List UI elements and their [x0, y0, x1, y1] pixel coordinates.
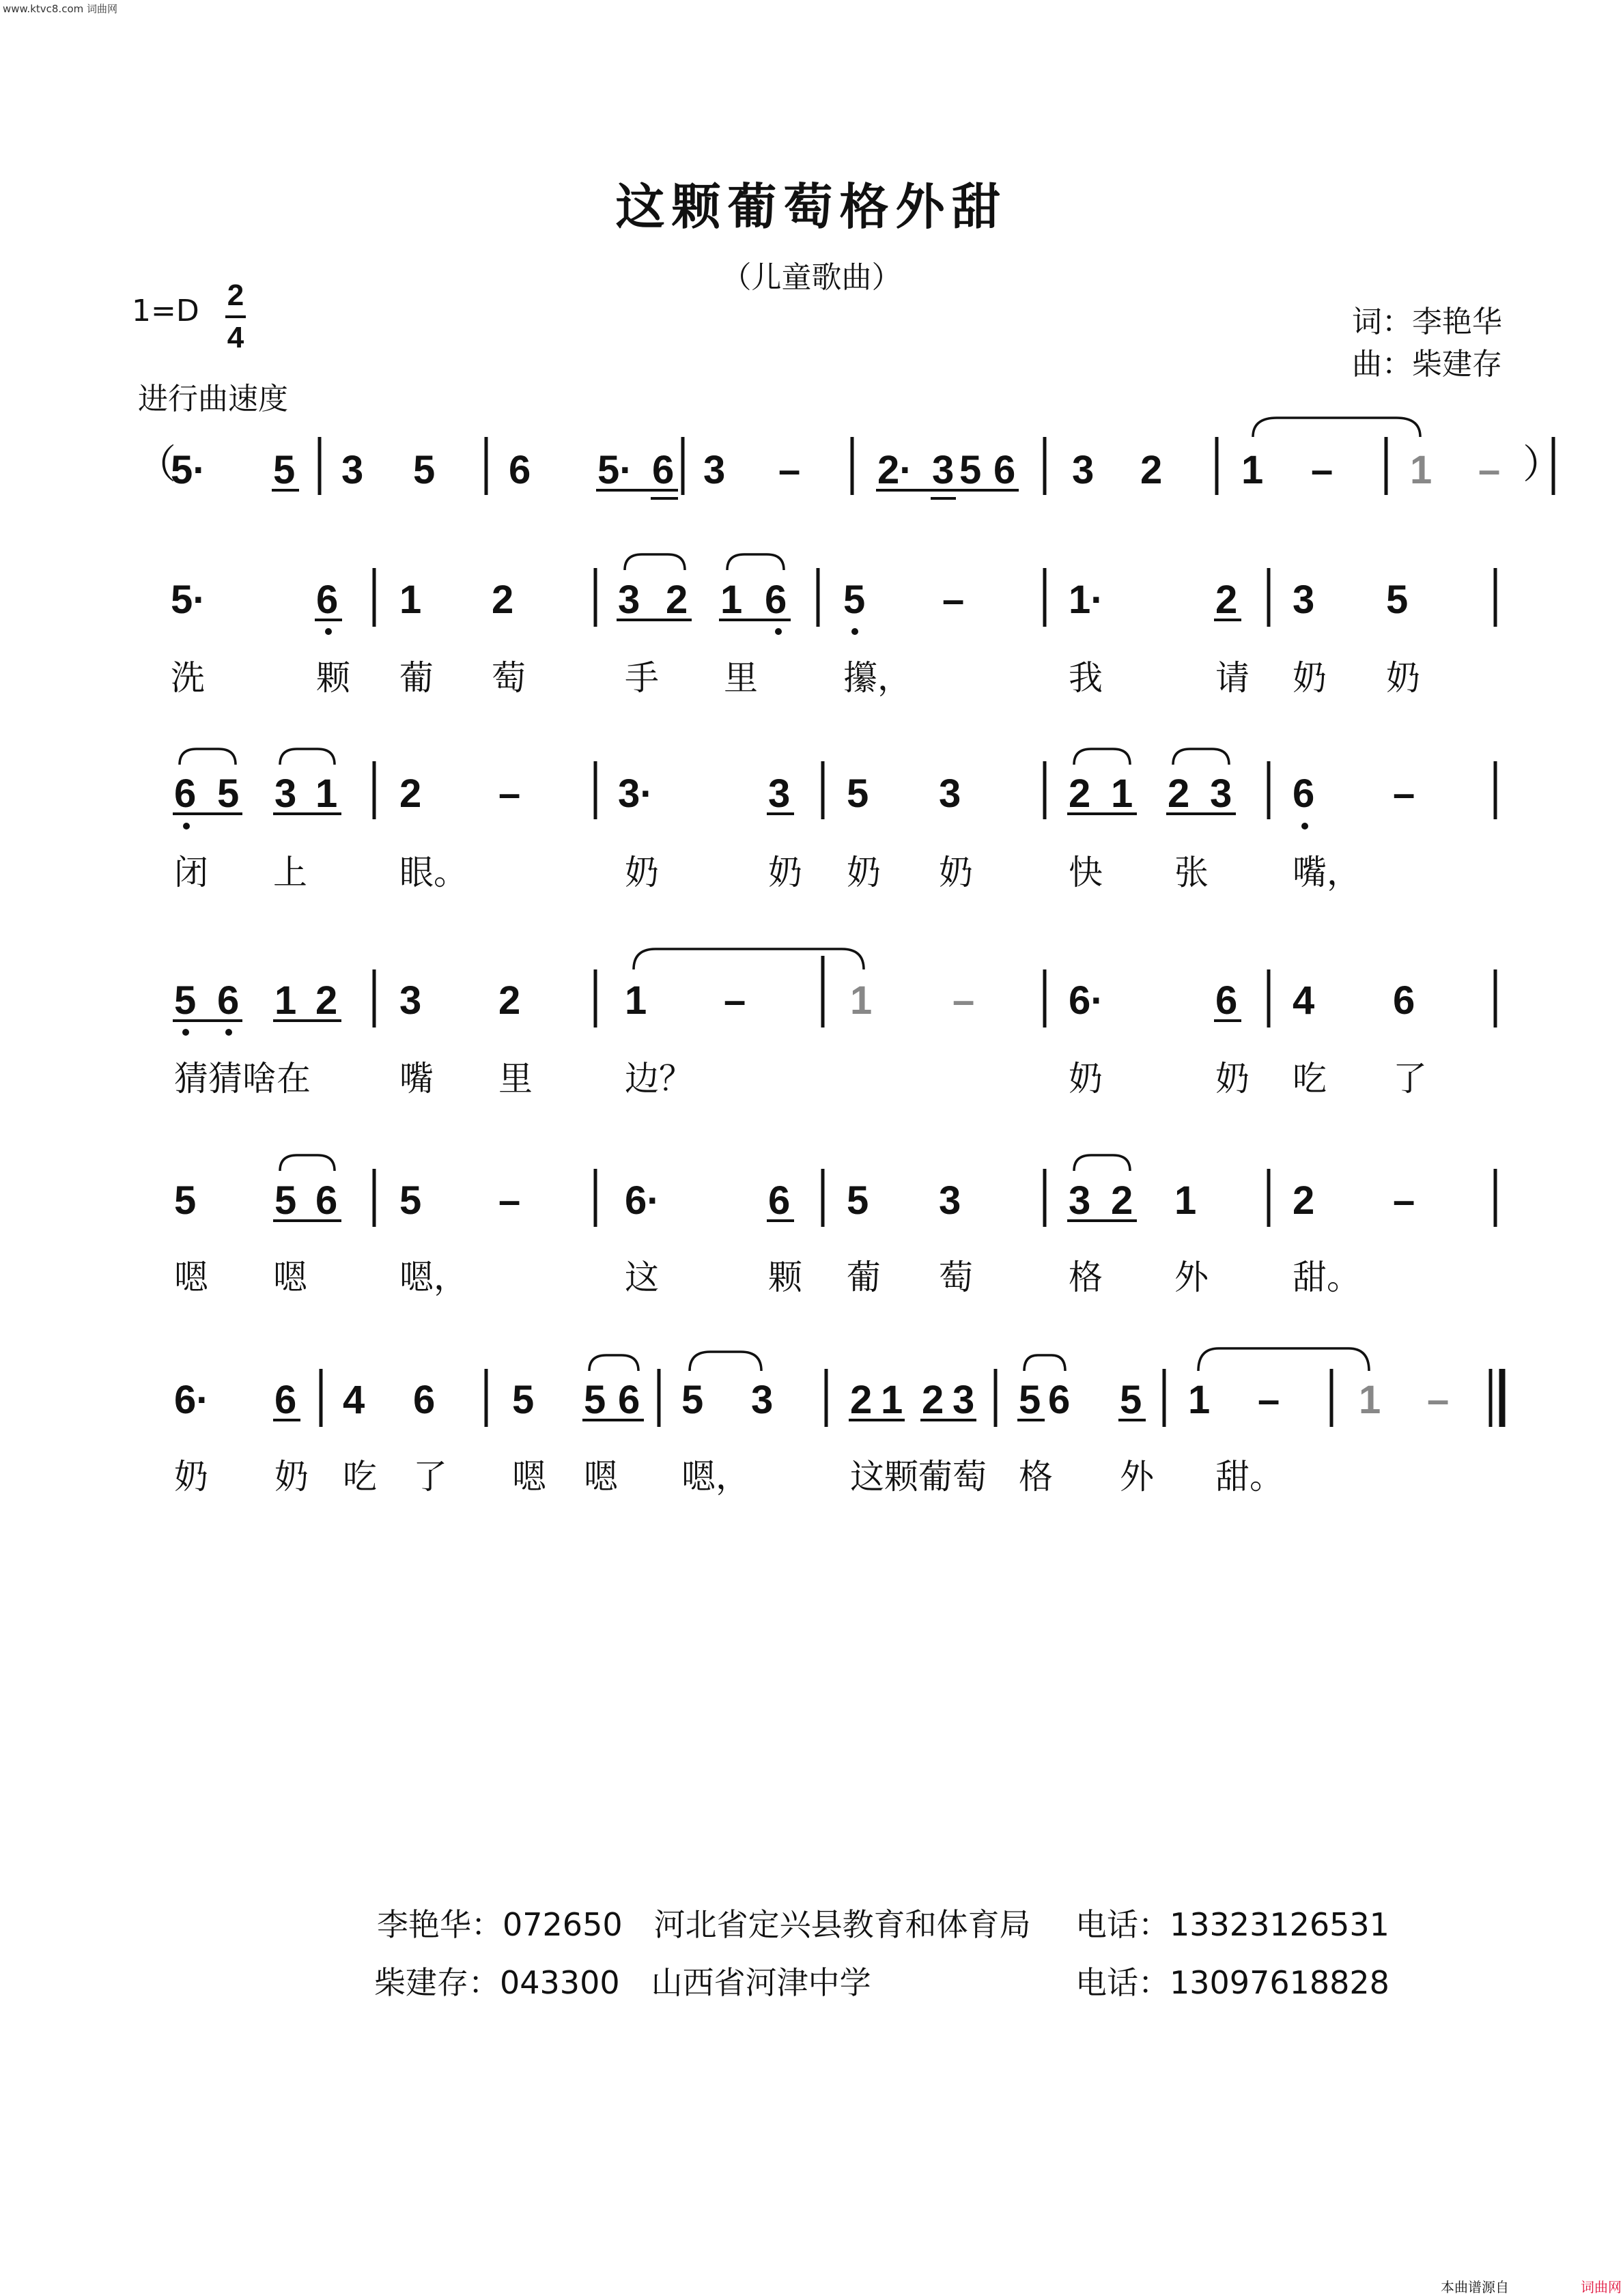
contact-composer: 柴建存：043300 山西省河津中学	[374, 1964, 871, 2001]
intro-note-grey: –	[1478, 448, 1501, 492]
lyric: 了	[413, 1457, 447, 1497]
note: 5	[217, 771, 240, 816]
intro-line	[137, 418, 1562, 498]
note: 1	[1111, 771, 1133, 816]
note: 3	[274, 771, 297, 816]
lyric: 眼。	[399, 853, 468, 892]
note: 1	[315, 771, 338, 816]
note: 6·	[625, 1178, 660, 1223]
tie-arc	[727, 554, 784, 570]
note: 6	[1048, 1378, 1071, 1422]
note: 5	[399, 1178, 422, 1223]
intro-note: 3	[932, 448, 955, 492]
note: 5	[843, 578, 866, 622]
contact-lyricist: 李艳华：072650 河北省定兴县教育和体育局	[377, 1906, 1031, 1943]
intro-note: 6	[652, 448, 675, 492]
lyric: 请	[1215, 658, 1250, 698]
note: 2	[1111, 1178, 1133, 1223]
note: 2	[492, 578, 514, 622]
note: 5	[1386, 578, 1409, 622]
lyric: 猜猜啥在	[174, 1059, 311, 1099]
note: –	[942, 578, 965, 622]
tie-arc	[1074, 1155, 1130, 1171]
note: 2	[1168, 771, 1190, 816]
lyric: 外	[1120, 1457, 1154, 1497]
note: 6	[765, 578, 787, 622]
tie-arc	[1173, 749, 1229, 765]
note: 4	[343, 1378, 365, 1422]
intro-open-paren: （	[137, 441, 177, 487]
note-grey: 1	[850, 978, 873, 1023]
lyric: 奶	[847, 853, 881, 892]
lyric: 嗯	[584, 1457, 618, 1497]
lyric: 嗯	[273, 1258, 307, 1297]
intro-note: 5	[413, 448, 436, 492]
octave-dot	[1301, 823, 1308, 830]
note: –	[1258, 1378, 1280, 1422]
lyric: 这颗葡萄	[850, 1457, 987, 1497]
lyric: 颗	[316, 658, 350, 698]
note: –	[1393, 1178, 1415, 1223]
intro-note: 6	[509, 448, 531, 492]
lyric: 奶	[939, 853, 973, 892]
song-subtitle: （儿童歌曲）	[721, 260, 902, 295]
note-grey: –	[1427, 1378, 1450, 1422]
note: 2	[1069, 771, 1091, 816]
note: 5	[174, 1178, 197, 1223]
lyric: 手	[625, 658, 659, 698]
tie-arc	[634, 949, 864, 969]
lyric: 嗯	[512, 1457, 546, 1497]
octave-dot	[325, 628, 332, 635]
contact-lyricist-phone: 电话：13323126531	[1075, 1906, 1389, 1943]
note: 6	[1293, 771, 1315, 816]
note: –	[498, 771, 521, 816]
intro-close-paren: ）	[1523, 441, 1563, 487]
tempo-marking: 进行曲速度	[138, 382, 288, 416]
note: 2	[498, 978, 521, 1023]
lyric: 甜。	[1215, 1457, 1284, 1497]
note: 2	[1215, 578, 1238, 622]
note: 3	[952, 1378, 975, 1422]
lyric: 奶	[625, 853, 659, 892]
lyric: 萄	[492, 658, 526, 698]
note: 2	[850, 1378, 873, 1422]
lyric: 吃	[1293, 1059, 1327, 1099]
lyric: 闭	[174, 853, 208, 892]
lyric: 奶	[274, 1457, 309, 1497]
note: 2	[666, 578, 688, 622]
note: –	[1393, 771, 1415, 816]
tie-arc	[1253, 418, 1420, 437]
lyric: 奶	[174, 1457, 208, 1497]
note: 4	[1293, 978, 1315, 1023]
lyric: 边？	[625, 1059, 693, 1099]
note: 1	[1188, 1378, 1211, 1422]
lyric: 这	[625, 1258, 659, 1297]
note: 5	[584, 1378, 606, 1422]
intro-note: 2·	[877, 448, 913, 492]
score-line-3	[173, 949, 1495, 1099]
lyric: 嘴，	[1293, 853, 1361, 892]
lyric: 奶	[1293, 658, 1327, 698]
note: 3	[768, 771, 791, 816]
site-header: www.ktvc8.com 词曲网	[3, 3, 118, 15]
octave-dot	[851, 628, 858, 635]
lyric: 我	[1069, 658, 1103, 698]
score-line-4	[174, 1155, 1495, 1297]
note: 6	[174, 771, 197, 816]
lyric: 攥，	[843, 658, 912, 698]
note: 5	[1019, 1378, 1041, 1422]
octave-dot	[182, 1029, 189, 1036]
intro-note: 5	[959, 448, 982, 492]
tie-arc	[589, 1355, 638, 1371]
note: 2	[1293, 1178, 1315, 1223]
note: 5	[1120, 1378, 1142, 1422]
time-signature-bottom: 4	[227, 321, 244, 354]
note: 3	[1210, 771, 1232, 816]
note: 3	[399, 978, 422, 1023]
note: 5	[512, 1378, 535, 1422]
score-line-1	[171, 554, 1495, 698]
note: 1·	[1069, 578, 1104, 622]
note: 1	[1174, 1178, 1197, 1223]
note: 5	[174, 978, 197, 1023]
intro-note-grey: 1	[1410, 448, 1433, 492]
lyric: 颗	[768, 1258, 802, 1297]
lyric: 里	[724, 658, 758, 698]
note: 3·	[618, 771, 653, 816]
tie-arc	[625, 554, 685, 570]
intro-note: 5	[273, 448, 296, 492]
lyric: 奶	[1069, 1059, 1103, 1099]
lyric: 快	[1069, 853, 1103, 892]
score-line-5	[174, 1348, 1502, 1497]
intro-note: –	[1311, 448, 1333, 492]
note: 3	[618, 578, 640, 622]
lyric: 奶	[768, 853, 802, 892]
note: 6·	[1069, 978, 1104, 1023]
octave-dot	[775, 628, 782, 635]
lyric: 外	[1174, 1258, 1209, 1297]
tie-arc	[1198, 1348, 1369, 1371]
lyric: 吃	[343, 1457, 377, 1497]
note: –	[498, 1178, 521, 1223]
note: 3	[939, 1178, 961, 1223]
note: 2	[922, 1378, 944, 1422]
lyric: 葡	[847, 1258, 881, 1297]
lyric: 张	[1174, 853, 1209, 892]
lyric: 里	[498, 1059, 533, 1099]
lyric: 嗯，	[681, 1457, 750, 1497]
intro-note: 3	[341, 448, 364, 492]
composer-credit: 曲：柴建存	[1352, 347, 1502, 382]
tie-arc	[280, 749, 335, 765]
note: 6	[618, 1378, 640, 1422]
note: 5·	[171, 578, 206, 622]
note: 2	[399, 771, 422, 816]
note: 6	[274, 1378, 297, 1422]
footer-site-logo: 词曲网	[1581, 2279, 1622, 2295]
tie-arc	[180, 749, 236, 765]
note: 5	[681, 1378, 704, 1422]
lyric: 上	[273, 853, 307, 892]
intro-note: 1	[1241, 448, 1264, 492]
note-grey: –	[952, 978, 975, 1023]
note: 3	[1069, 1178, 1091, 1223]
note: 2	[315, 978, 338, 1023]
intro-note: 5·	[171, 448, 206, 492]
lyric: 嘴	[399, 1059, 434, 1099]
intro-note: 5·	[597, 448, 633, 492]
note: 5	[274, 1178, 297, 1223]
contact-composer-phone: 电话：13097618828	[1075, 1964, 1389, 2001]
lyric: 格	[1069, 1258, 1103, 1297]
lyric: 嗯，	[399, 1258, 468, 1297]
note: 3	[939, 771, 961, 816]
note: 6	[1393, 978, 1415, 1023]
lyric: 甜。	[1293, 1258, 1361, 1297]
note: 6	[768, 1178, 791, 1223]
note: 6	[217, 978, 240, 1023]
note: 3	[751, 1378, 774, 1422]
note: 6·	[174, 1378, 210, 1422]
tie-arc	[280, 1155, 335, 1171]
note: 6	[1215, 978, 1238, 1023]
octave-dot	[183, 823, 190, 830]
note: 6	[413, 1378, 436, 1422]
intro-note: 3	[703, 448, 726, 492]
tie-arc	[1024, 1355, 1065, 1371]
footer-source-label: 本曲谱源自	[1441, 2279, 1509, 2295]
intro-note: 6	[993, 448, 1016, 492]
note: 3	[1293, 578, 1315, 622]
lyric: 格	[1019, 1457, 1053, 1497]
tie-arc	[690, 1352, 761, 1371]
intro-note: 2	[1140, 448, 1163, 492]
octave-dot	[225, 1029, 232, 1036]
lyric: 葡	[399, 658, 434, 698]
intro-note: –	[778, 448, 801, 492]
lyric: 了	[1393, 1059, 1427, 1099]
lyric: 洗	[171, 658, 205, 698]
lyricist-credit: 词：李艳华	[1352, 304, 1502, 339]
lyric: 奶	[1386, 658, 1420, 698]
note: 1	[881, 1378, 903, 1422]
lyric: 嗯	[174, 1258, 208, 1297]
song-title: 这颗葡萄格外甜	[615, 178, 1008, 236]
note: 6	[316, 578, 339, 622]
note: 1	[625, 978, 647, 1023]
score-line-2	[173, 749, 1495, 892]
tie-arc	[1074, 749, 1130, 765]
note: 1	[399, 578, 422, 622]
note: –	[724, 978, 746, 1023]
note: 5	[847, 1178, 869, 1223]
note-grey: 1	[1359, 1378, 1381, 1422]
note: 5	[847, 771, 869, 816]
intro-note: 3	[1072, 448, 1095, 492]
note: 1	[720, 578, 743, 622]
lyric: 奶	[1215, 1059, 1250, 1099]
time-signature-top: 2	[227, 279, 244, 312]
lyric: 萄	[939, 1258, 973, 1297]
note: 6	[315, 1178, 338, 1223]
key-signature: 1=D	[132, 294, 199, 328]
note: 1	[274, 978, 297, 1023]
